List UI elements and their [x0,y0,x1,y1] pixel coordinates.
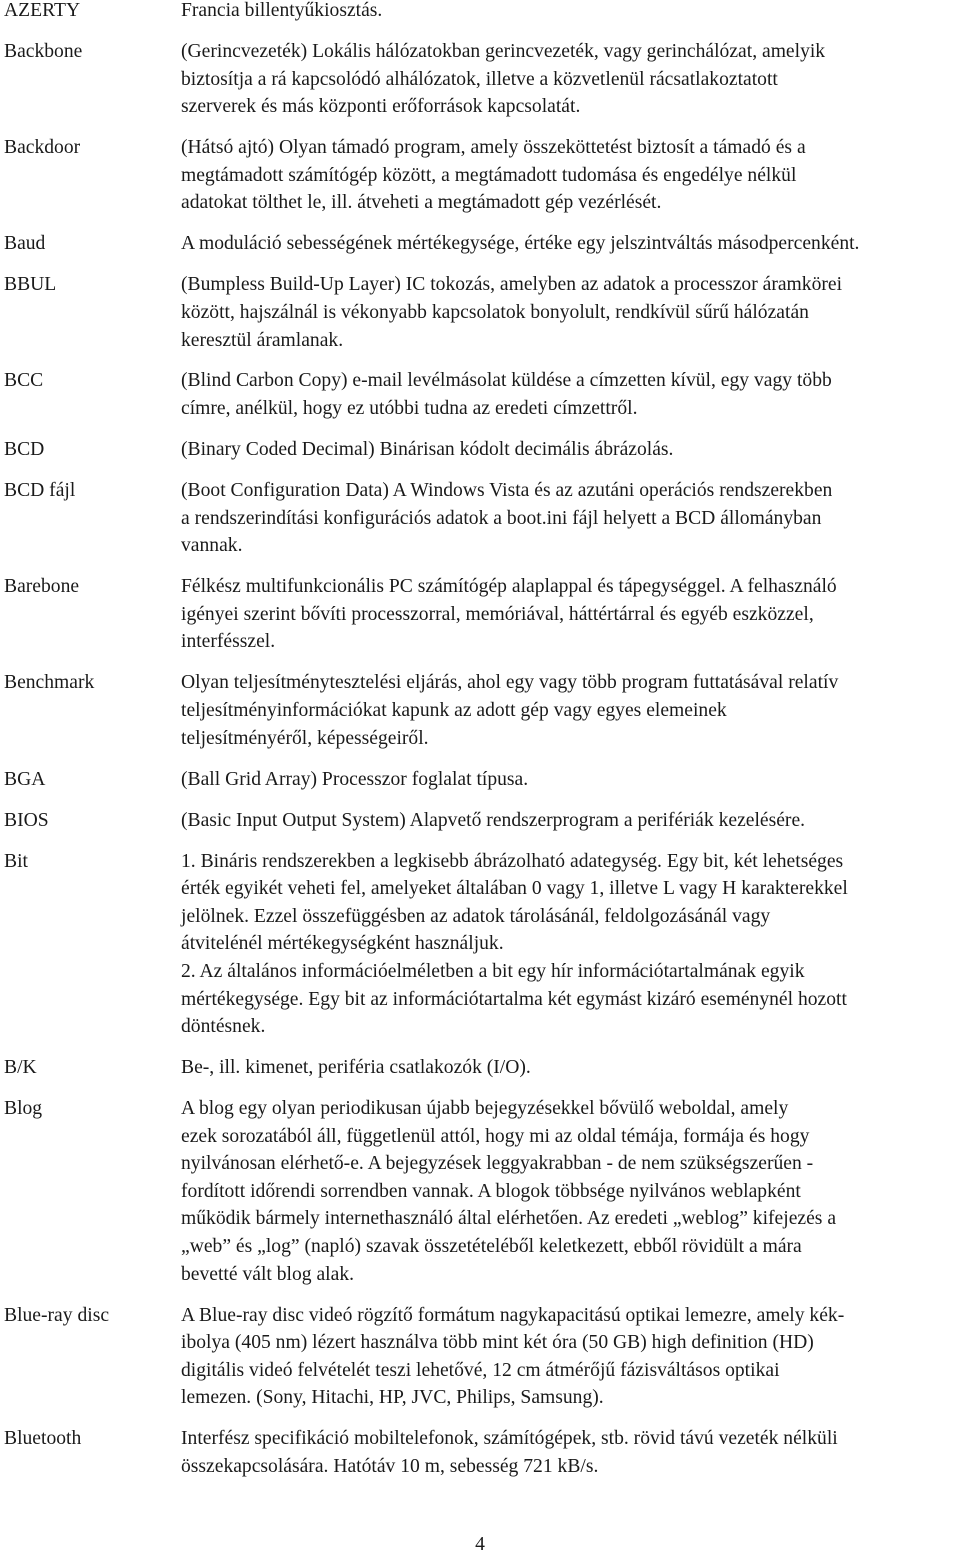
glossary-definition: Francia billentyűkiosztás. [181,0,383,21]
glossary-entry-bk [0,1054,960,1082]
glossary-entry-bit [0,848,960,1041]
glossary-definition: Be-, ill. kimenet, periféria csatlakozók (I/O). [181,1057,531,1079]
glossary-term: BBUL [4,274,57,296]
glossary-entry-bluetooth [0,1425,960,1480]
glossary-entry-bios [0,807,960,835]
glossary-entry-blue-ray-disc [0,1302,960,1412]
glossary-definition: (Hátsó ajtó) Olyan támadó program, amely összeköttetést biztosít a támadó és a megtámadott számítógép között, a megtámadott tudomása és engedélye nélkül adatokat tölthet le, ill. átveheti a megtámadott gép vezérlését. [181,137,806,214]
glossary-term: AZERTY [4,0,81,21]
glossary-definition: Félkész multifunkcionális PC számítógép alaplappal és tápegységgel. A felhasználó igényei szerint bővíti processzorral, memóriával, háttértárral és egyéb eszközzel, interfésszel. [181,576,837,653]
glossary-entry-bga [0,766,960,794]
glossary-term: Backdoor [4,137,81,159]
glossary-term: BCD fájl [4,480,76,502]
glossary-entry-backdoor [0,134,960,217]
glossary-definition: A Blue-ray disc videó rögzítő formátum nagykapacitású optikai lemezre, amely kék- ibolya (405 nm) lézert használva több mint két óra (50 GB) high definition (HD) digitális videó felvételét teszi lehetővé, 12 cm átmérőjű fázisváltásos optikai lemezen. (Sony, Hitachi, HP, JVC, Philips, Samsung). [181,1304,845,1409]
glossary-term: BCD [4,439,45,461]
glossary-entry-bcd-fajl [0,477,960,560]
glossary-definition: A blog egy olyan periodikusan újabb bejegyzésekkel bővülő weboldal, amely ezek sorozatából áll, függetlenül attól, hogy mi az oldal témája, formája és hogy nyilvánosan elérhető-e. A bejegyzések leggyakrabban - de nem szükségszerűen - fordított időrendi sorrendben vannak. A blogok többsége nyilvános weblapként működik bármely internethasználó által elérhetően. Az eredeti „weblog” kifejezés a „web” és „log” (napló) szavak összetételéből keletkezett, ebből rövidült a mára bevetté vált blog alak. [181,1098,837,1285]
glossary-definition: (Boot Configuration Data) A Windows Vista és az azutáni operációs rendszerekben a rendszerindítási konfigurációs adatok a boot.ini fájl helyett a BCD állományban vannak. [181,480,833,557]
glossary-definition: Olyan teljesítménytesztelési eljárás, ahol egy vagy több program futtatásával relatív teljesítményinformációkat kapunk az adott gép vagy egyes elemeinek teljesítményéről, képességeiről. [181,672,839,749]
glossary-entry-azerty [0,0,960,25]
glossary-entry-bcc [0,367,960,422]
glossary-term: BCC [4,370,44,392]
glossary-definition: (Gerincvezeték) Lokális hálózatokban gerincvezeték, vagy gerinchálózat, amelyik biztosítja a rá kapcsolódó alhálózatok, illetve a közvetlenül rácsatlakoztatott szerverek és más központi erőforrások kapcsolatát. [181,40,826,118]
glossary-entry-blog [0,1095,960,1288]
glossary-entry-bcd [0,436,960,464]
glossary-term: BIOS [4,809,49,831]
glossary-term: Blue-ray disc [4,1304,110,1326]
glossary-term: Blog [4,1098,43,1120]
glossary-term: Bluetooth [4,1428,82,1450]
glossary-term: Barebone [4,576,80,598]
glossary-definition: Interfész specifikáció mobiltelefonok, számítógépek, stb. rövid távú vezeték nélküli összekapcsolására. Hatótáv 10 m, sebesség 721 kB/s. [181,1428,838,1477]
glossary-term: Bit [4,850,28,872]
glossary-definition: A moduláció sebességének mértékegysége, értéke egy jelszintváltás másodpercenként. [181,233,860,255]
glossary-definition: 1. Bináris rendszerekben a legkisebb ábrázolható adategység. Egy bit, két lehetséges érték egyikét veheti fel, amelyeket általában 0 vagy 1, illetve L vagy H karakterekkel jelölnek. Ezzel összefüggésben az adatok tárolásánál, feldolgozásánál vagy átvitelénél mértékegységként használjuk. 2. Az általános információelméletben a bit egy hír információtartalmának egyik mértékegysége. Egy bit az információtartalma két egymást kizáró eseménynél hozott döntésnek. [181,850,848,1038]
glossary-entry-backbone [0,38,960,121]
glossary-definition: (Blind Carbon Copy) e-mail levélmásolat küldése a címzetten kívül, egy vagy több címre, anélkül, hogy ez utóbbi tudna az eredeti címzettről. [181,370,832,420]
glossary-definition: (Bumpless Build-Up Layer) IC tokozás, amelyben az adatok a processzor áramkörei között, hajszálnál is vékonyabb kapcsolatok bonyolult, rendkívül sűrű hálózatán keresztül áramlanak. [181,274,843,351]
page-number: 4 [475,1534,485,1555]
glossary-entry-barebone [0,573,960,656]
glossary-entry-bbul [0,271,960,354]
glossary-definition: (Binary Coded Decimal) Binárisan kódolt decimális ábrázolás. [181,439,674,461]
glossary-term: Backbone [4,40,83,62]
glossary-term: B/K [4,1057,37,1079]
glossary-definition: (Basic Input Output System) Alapvető rendszerprogram a perifériák kezelésére. [181,809,806,831]
glossary-entry-baud [0,230,960,258]
glossary-term: BGA [4,768,46,790]
glossary-term: Baud [4,233,46,255]
glossary-term: Benchmark [4,672,95,694]
glossary-entry-benchmark [0,669,960,752]
glossary-definition: (Ball Grid Array) Processzor foglalat típusa. [181,768,529,790]
